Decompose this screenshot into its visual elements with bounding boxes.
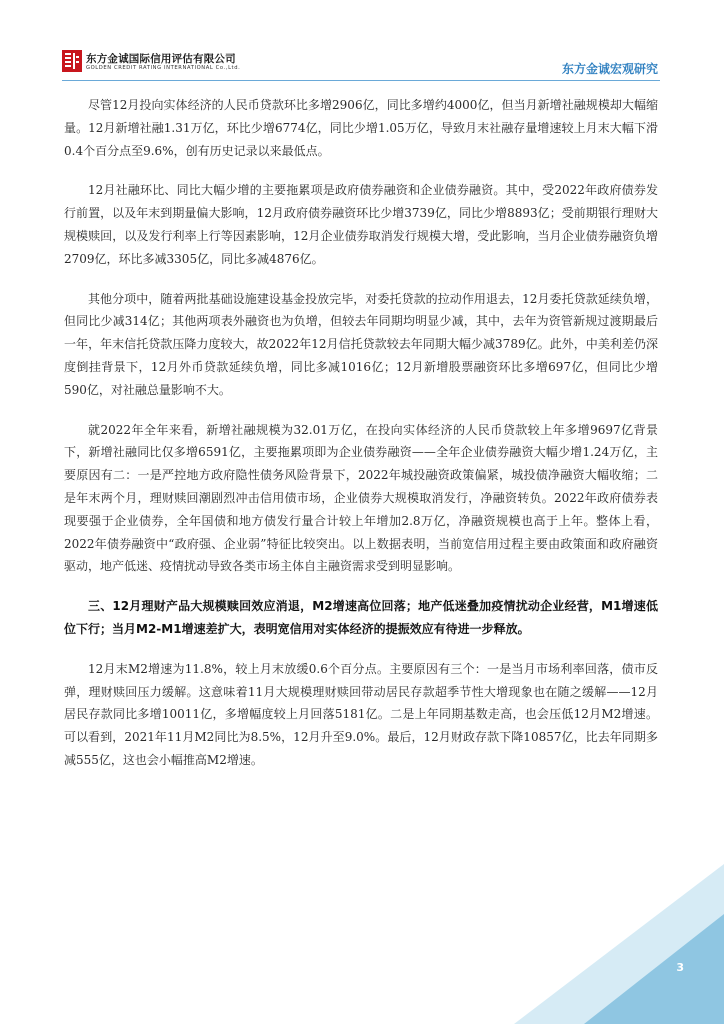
- paragraph-3: 其他分项中，随着两批基础设施建设基金投放完毕，对委托贷款的拉动作用退去，12月委托贷款延续负增，但同比少减314亿；其他两项表外融资也为负增，但较去年同期均明显少减，其中，去年为资管新规过渡期最后一年，年末信托贷款压降力度较大，故2022年12月信托贷款较去年同期大幅少减3789亿。此外，中美利差仍深度倒挂背景下，12月外币贷款延续负增，同比多减1016亿；12月新增股票融资环比多增697亿，但同比少增590亿，对社融总量影响不大。: [64, 291, 658, 397]
- paragraph-2: 12月社融环比、同比大幅少增的主要拖累项是政府债券融资和企业债券融资。其中，受2022年政府债券发行前置，以及年末到期量偏大影响，12月政府债券融资环比少增3739亿，同比少增8893亿；受前期银行理财大规模赎回，以及发行利率上行等因素影响，12月企业债券取消发行规模大增，受此影响，当月企业债券融资负增2709亿，环比多减3305亿，同比多减4876亿。: [64, 183, 658, 266]
- paragraph-1: 尽管12月投向实体经济的人民币贷款环比多增2906亿，同比多增约4000亿，但当月新增社融规模却大幅缩量。12月新增社融1.31万亿，环比少增6774亿，同比少增1.05万亿，导致月末社融存量增速较上月末大幅下滑0.4个百分点至9.6%，创有历史记录以来最低点。: [64, 98, 658, 158]
- page-header: [0, 0, 724, 80]
- corner-decoration: [474, 864, 724, 1024]
- header-divider: [62, 80, 660, 81]
- section-title: 东方金诚宏观研究: [561, 62, 658, 76]
- company-logo-icon: [62, 50, 82, 72]
- company-name-cn: 东方金诚国际信用评估有限公司: [86, 53, 236, 65]
- article-body: [64, 94, 658, 789]
- paragraph-4: 就2022年全年来看，新增社融规模为32.01万亿，在投向实体经济的人民币贷款较上年多增9697亿背景下，新增社融同比仅多增6591亿，主要拖累项即为企业债券融资——全年企业债券融资大幅少增1.24万亿，主要原因有二：一是严控地方政府隐性债务风险背景下，2022年城投融资政策偏紧，城投债净融资大幅收缩；二是年末两个月，理财赎回潮剧烈冲击信用债市场，企业债券大规模取消发行，净融资转负。2022年政府债券表现要强于企业债券，全年国债和地方债发行量合计较上年增加2.8万亿，净融资规模也高于上年。整体上看，2022年债券融资中“政府强、企业弱”特征比较突出。以上数据表明，当前宽信用过程主要由政策面和政府融资驱动，地产低迷、疫情扰动导致各类市场主体自主融资需求受到明显影响。: [64, 422, 658, 574]
- section-heading: 三、12月理财产品大规模赎回效应消退，M2增速高位回落；地产低迷叠加疫情扰动企业经营，M1增速低位下行；当月M2-M1增速差扩大，表明宽信用对实体经济的提振效应有待进一步释放。: [64, 599, 658, 636]
- company-name-en: GOLDEN CREDIT RATING INTERNATIONAL Co.,Ltd.: [86, 65, 241, 71]
- paragraph-5: 12月末M2增速为11.8%，较上月末放缓0.6个百分点。主要原因有三个：一是当月市场利率回落，债市反弹，理财赎回压力缓解。这意味着11月大规模理财赎回带动居民存款超季节性大增现象也在随之缓解——12月居民存款同比多增10011亿，多增幅度较上月回落5181亿。二是上年同期基数走高，也会压低12月M2增速。可以看到，2021年11月M2同比为8.5%，12月升至9.0%。最后，12月财政存款下降10857亿，比去年同期多减555亿，这也会小幅推高M2增速。: [64, 661, 658, 767]
- page-number: 3: [676, 961, 684, 974]
